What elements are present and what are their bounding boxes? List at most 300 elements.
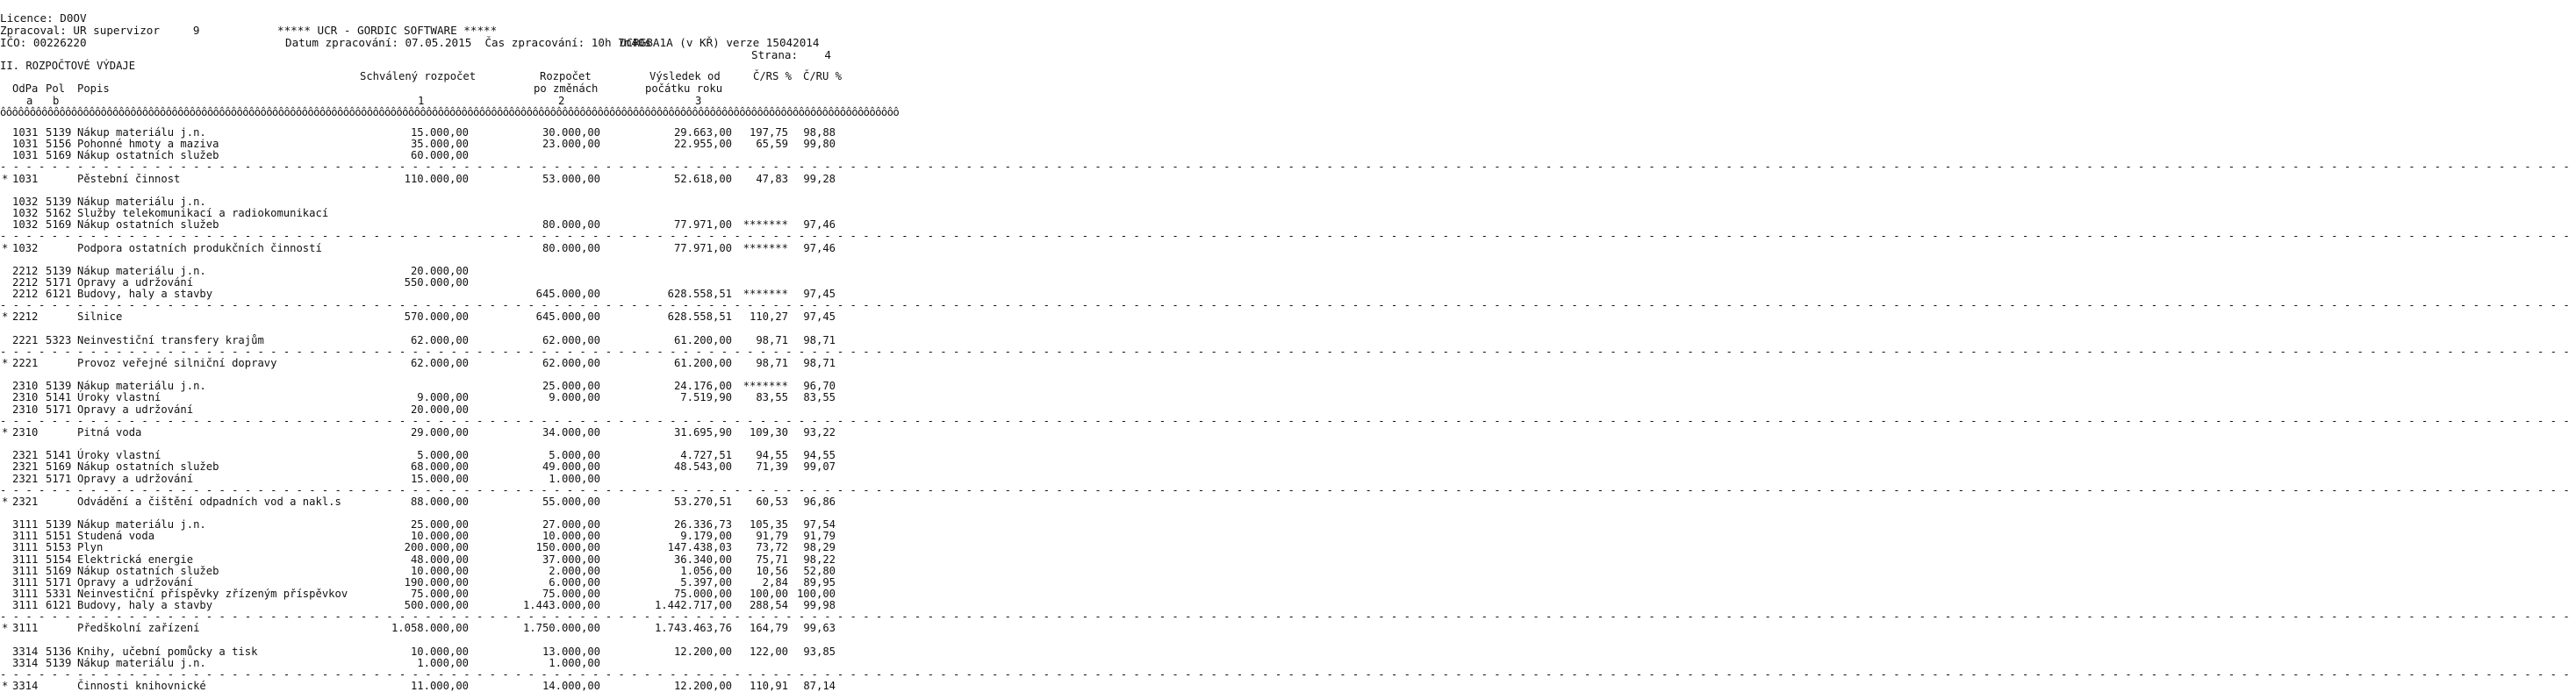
popis-cell: Budovy, haly a stavby	[77, 599, 213, 611]
upraveny-cell: 62.000,00	[542, 334, 600, 346]
vysledek-cell: 9.179,00	[680, 530, 732, 542]
odpa-cell: 2310	[12, 403, 39, 416]
odpa-cell: 1032	[12, 242, 39, 254]
vysledek-cell: 4.727,51	[680, 449, 732, 461]
program-version: UCRGBA1A (v KŘ) verze 15042014	[620, 36, 820, 49]
dashed-separator: - - - - - - - - - - - - - - - - - - - - - - - - - - - - - - - - - - - - - - - - - - - - - - - - - - - - - - - - - - - - - - - - - - - - - - - - - - - - - - - - - - - - - - - - - - - - - - - - - - - - - - - - - - - - - - - - - - - - - - - - - - - - - - - - - - - - - - - - - - - - - - - - - - - - - - - - - - - - - - - - - - - - - - - - - - - - - - - - - - - - - - - - - - - - - - - - - - - - - - - -	[0, 610, 2576, 623]
popis-cell: Knihy, učební pomůcky a tisk	[77, 646, 258, 658]
pol-cell: 5171	[46, 473, 72, 485]
pol-cell: 5151	[46, 530, 72, 542]
table-row	[0, 218, 843, 231]
vysledek-cell: 1.442.717,00	[654, 599, 732, 611]
subtotal-row	[0, 622, 843, 634]
pct-rs-cell: 164,79	[749, 622, 788, 634]
pct-ru-cell: 89,95	[803, 576, 836, 589]
upraveny-cell: 27.000,00	[542, 518, 600, 531]
popis-cell: Činnosti knihovnické	[77, 680, 206, 692]
upraveny-cell: 13.000,00	[542, 646, 600, 658]
upraveny-cell: 34.000,00	[542, 426, 600, 439]
pct-ru-cell: 99,98	[803, 599, 836, 611]
upraveny-cell: 25.000,00	[542, 380, 600, 392]
table-row	[0, 149, 843, 161]
odpa-cell: 2321	[12, 496, 39, 508]
table-row	[0, 657, 843, 669]
popis-cell: Budovy, haly a stavby	[77, 288, 213, 300]
col-upraveny-l1: Rozpočet	[540, 70, 592, 82]
table-row	[0, 449, 843, 461]
pct-ru-cell: 96,70	[803, 380, 836, 392]
subtotal-row	[0, 310, 843, 323]
upraveny-cell: 30.000,00	[542, 126, 600, 139]
pct-rs-cell: 109,30	[749, 426, 788, 439]
pol-cell: 5141	[46, 449, 72, 461]
upraveny-cell: 53.000,00	[542, 173, 600, 185]
vysledek-cell: 628.558,51	[667, 288, 732, 300]
col-vysledek-l1: Výsledek od	[649, 70, 721, 82]
odpa-cell: 1031	[12, 173, 39, 185]
dashed-separator: - - - - - - - - - - - - - - - - - - - - - - - - - - - - - - - - - - - - - - - - - - - - - - - - - - - - - - - - - - - - - - - - - - - - - - - - - - - - - - - - - - - - - - - - - - - - - - - - - - - - - - - - - - - - - - - - - - - - - - - - - - - - - - - - - - - - - - - - - - - - - - - - - - - - - - - - - - - - - - - - - - - - - - - - - - - - - - - - - - - - - - - - - - - - - - - - - - - - - - - -	[0, 230, 2576, 242]
schvaleny-cell: 570.000,00	[404, 310, 469, 323]
odpa-cell: 2221	[12, 357, 39, 369]
vysledek-cell: 12.200,00	[673, 646, 732, 658]
popis-cell: Opravy a udržování	[77, 576, 194, 589]
schvaleny-cell: 1.000,00	[417, 657, 469, 669]
pol-cell: 5139	[46, 380, 72, 392]
popis-cell: Nákup ostatních služeb	[77, 149, 219, 161]
popis-cell: Nákup materiálu j.n.	[77, 196, 206, 208]
table-row	[0, 576, 843, 589]
vysledek-cell: 24.176,00	[673, 380, 732, 392]
upraveny-cell: 37.000,00	[542, 553, 600, 566]
subtotal-marker: *	[2, 680, 9, 692]
vysledek-cell: 61.200,00	[673, 357, 732, 369]
popis-cell: Nákup ostatních služeb	[77, 565, 219, 577]
popis-cell: Neinvestiční transfery krajům	[77, 334, 264, 346]
pct-ru-cell: 98,22	[803, 553, 836, 566]
pol-cell: 6121	[46, 599, 72, 611]
odpa-cell: 2321	[12, 473, 39, 485]
vysledek-cell: 77.971,00	[673, 218, 732, 231]
upraveny-cell: 5.000,00	[549, 449, 600, 461]
popis-cell: Nákup materiálu j.n.	[77, 657, 206, 669]
vysledek-cell: 1.056,00	[680, 565, 732, 577]
processed-by: Zpracoval: UR supervizor 9	[0, 24, 200, 37]
table-row	[0, 588, 843, 600]
odpa-cell: 2212	[12, 265, 39, 277]
popis-cell: Pěstební činnost	[77, 173, 181, 185]
subtotal-marker: *	[2, 622, 9, 634]
vysledek-cell: 26.336,73	[673, 518, 732, 531]
upraveny-cell: 2.000,00	[549, 565, 600, 577]
pol-cell: 5139	[46, 265, 72, 277]
col-vysledek-l2: počátku roku	[645, 82, 723, 95]
odpa-cell: 1031	[12, 149, 39, 161]
vysledek-cell: 12.200,00	[673, 680, 732, 692]
odpa-cell: 3314	[12, 646, 39, 658]
odpa-cell: 3314	[12, 657, 39, 669]
schvaleny-cell: 29.000,00	[410, 426, 469, 439]
table-row	[0, 196, 843, 208]
table-row	[0, 473, 843, 485]
upraveny-cell: 1.443.000,00	[522, 599, 600, 611]
table-row	[0, 530, 843, 542]
upraveny-cell: 150.000,00	[535, 541, 600, 553]
pol-cell: 5162	[46, 207, 72, 219]
pct-rs-cell: 83,55	[756, 391, 788, 403]
col-odpa: OdPa	[12, 82, 39, 95]
odpa-cell: 2310	[12, 380, 39, 392]
table-row	[0, 565, 843, 577]
pct-ru-cell: 97,45	[803, 288, 836, 300]
pol-cell: 5141	[46, 391, 72, 403]
pol-cell: 6121	[46, 288, 72, 300]
schvaleny-cell: 48.000,00	[410, 553, 469, 566]
odpa-cell: 2212	[12, 310, 39, 323]
pct-ru-cell: 98,71	[803, 357, 836, 369]
schvaleny-cell: 68.000,00	[410, 460, 469, 473]
subtotal-marker: *	[2, 310, 9, 323]
pol-cell: 5171	[46, 576, 72, 589]
pct-ru-cell: 98,71	[803, 334, 836, 346]
pct-ru-cell: 99,07	[803, 460, 836, 473]
upraveny-cell: 75.000,00	[542, 588, 600, 600]
col-num-2: 2	[558, 95, 565, 107]
pct-rs-cell: 122,00	[749, 646, 788, 658]
odpa-cell: 2321	[12, 449, 39, 461]
popis-cell: Opravy a udržování	[77, 276, 194, 289]
schvaleny-cell: 88.000,00	[410, 496, 469, 508]
odpa-cell: 2212	[12, 276, 39, 289]
pct-ru-cell: 93,85	[803, 646, 836, 658]
popis-cell: Předškolní zařízení	[77, 622, 200, 634]
pct-ru-cell: 93,22	[803, 426, 836, 439]
schvaleny-cell: 35.000,00	[410, 138, 469, 150]
pct-rs-cell: 60,53	[756, 496, 788, 508]
pct-rs-cell: *******	[743, 242, 788, 254]
schvaleny-cell: 500.000,00	[404, 599, 469, 611]
pct-rs-cell: 197,75	[749, 126, 788, 139]
popis-cell: Služby telekomunikací a radiokomunikací	[77, 207, 329, 219]
pct-ru-cell: 87,14	[803, 680, 836, 692]
popis-cell: Nákup materiálu j.n.	[77, 518, 206, 531]
odpa-cell: 3111	[12, 553, 39, 566]
odpa-cell: 1031	[12, 126, 39, 139]
pct-rs-cell: 110,27	[749, 310, 788, 323]
odpa-cell: 3111	[12, 518, 39, 531]
popis-cell: Plyn	[77, 541, 104, 553]
dashed-separator: - - - - - - - - - - - - - - - - - - - - - - - - - - - - - - - - - - - - - - - - - - - - - - - - - - - - - - - - - - - - - - - - - - - - - - - - - - - - - - - - - - - - - - - - - - - - - - - - - - - - - - - - - - - - - - - - - - - - - - - - - - - - - - - - - - - - - - - - - - - - - - - - - - - - - - - - - - - - - - - - - - - - - - - - - - - - - - - - - - - - - - - - - - - - - - - - - - - - - - - -	[0, 299, 2576, 311]
pct-ru-cell: 97,46	[803, 218, 836, 231]
upraveny-cell: 62.000,00	[542, 357, 600, 369]
pct-rs-cell: 65,59	[756, 138, 788, 150]
pct-rs-cell: 73,72	[756, 541, 788, 553]
ico-line	[0, 25, 87, 49]
odpa-cell: 3111	[12, 565, 39, 577]
table-row	[0, 460, 843, 473]
upraveny-cell: 80.000,00	[542, 242, 600, 254]
upraveny-cell: 9.000,00	[549, 391, 600, 403]
pct-ru-cell: 99,80	[803, 138, 836, 150]
schvaleny-cell: 62.000,00	[410, 357, 469, 369]
popis-cell: Opravy a udržování	[77, 473, 194, 485]
schvaleny-cell: 75.000,00	[410, 588, 469, 600]
vysledek-cell: 48.543,00	[673, 460, 732, 473]
popis-cell: Silnice	[77, 310, 123, 323]
upraveny-cell: 10.000,00	[542, 530, 600, 542]
schvaleny-cell: 15.000,00	[410, 126, 469, 139]
upraveny-cell: 23.000,00	[542, 138, 600, 150]
table-row	[0, 403, 843, 416]
table-row	[0, 380, 843, 392]
popis-cell: Nákup materiálu j.n.	[77, 380, 206, 392]
upraveny-cell: 55.000,00	[542, 496, 600, 508]
odpa-cell: 3111	[12, 541, 39, 553]
schvaleny-cell: 550.000,00	[404, 276, 469, 289]
vysledek-cell: 29.663,00	[673, 126, 732, 139]
pct-rs-cell: 2,84	[762, 576, 788, 589]
popis-cell: Pitná voda	[77, 426, 142, 439]
vysledek-cell: 53.270,51	[673, 496, 732, 508]
popis-cell: Podpora ostatních produkčních činností	[77, 242, 322, 254]
odpa-cell: 3314	[12, 680, 39, 692]
pct-ru-cell: 94,55	[803, 449, 836, 461]
subtotal-row	[0, 496, 843, 508]
col-b: b	[53, 95, 60, 107]
vysledek-cell: 5.397,00	[680, 576, 732, 589]
odpa-cell: 2310	[12, 391, 39, 403]
schvaleny-cell: 5.000,00	[417, 449, 469, 461]
license-label: Licence: D0OV	[0, 11, 87, 25]
pct-ru-cell: 99,63	[803, 622, 836, 634]
pct-ru-cell: 98,29	[803, 541, 836, 553]
dashed-separator: - - - - - - - - - - - - - - - - - - - - - - - - - - - - - - - - - - - - - - - - - - - - - - - - - - - - - - - - - - - - - - - - - - - - - - - - - - - - - - - - - - - - - - - - - - - - - - - - - - - - - - - - - - - - - - - - - - - - - - - - - - - - - - - - - - - - - - - - - - - - - - - - - - - - - - - - - - - - - - - - - - - - - - - - - - - - - - - - - - - - - - - - - - - - - - - - - - - - - - - -	[0, 161, 2576, 173]
subtotal-marker: *	[2, 242, 9, 254]
vysledek-cell: 75.000,00	[673, 588, 732, 600]
schvaleny-cell: 190.000,00	[404, 576, 469, 589]
table-row	[0, 276, 843, 289]
subtotal-row	[0, 242, 843, 254]
vysledek-cell: 628.558,51	[667, 310, 732, 323]
table-row	[0, 334, 843, 346]
schvaleny-cell: 1.058.000,00	[391, 622, 469, 634]
col-pol: Pol	[46, 82, 66, 95]
pct-ru-cell: 83,55	[803, 391, 836, 403]
schvaleny-cell: 15.000,00	[410, 473, 469, 485]
subtotal-marker: *	[2, 357, 9, 369]
schvaleny-cell: 20.000,00	[410, 403, 469, 416]
vysledek-cell: 147.438,03	[667, 541, 732, 553]
schvaleny-cell: 60.000,00	[410, 149, 469, 161]
popis-cell: Odvádění a čištění odpadních vod a nakl.s	[77, 496, 341, 508]
popis-cell: Úroky vlastní	[77, 391, 161, 403]
vysledek-cell: 1.743.463,76	[654, 622, 732, 634]
pct-rs-cell: 91,79	[756, 530, 788, 542]
vysledek-cell: 36.340,00	[673, 553, 732, 566]
schvaleny-cell: 9.000,00	[417, 391, 469, 403]
upraveny-cell: 6.000,00	[549, 576, 600, 589]
pct-ru-cell: 99,28	[803, 173, 836, 185]
software-banner: ***** UCR - GORDIC SOFTWARE *****	[277, 24, 498, 37]
popis-cell: Úroky vlastní	[77, 449, 161, 461]
pct-rs-cell: 75,71	[756, 553, 788, 566]
pct-rs-cell: *******	[743, 380, 788, 392]
pct-ru-cell: 100,00	[796, 588, 836, 600]
pol-cell: 5331	[46, 588, 72, 600]
upraveny-cell: 645.000,00	[535, 310, 600, 323]
vysledek-cell: 22.955,00	[673, 138, 732, 150]
pct-ru-cell: 52,80	[803, 565, 836, 577]
table-row	[0, 391, 843, 403]
pol-cell: 5136	[46, 646, 72, 658]
popis-cell: Nákup materiálu j.n.	[77, 265, 206, 277]
odpa-cell: 3111	[12, 576, 39, 589]
pol-cell: 5323	[46, 334, 72, 346]
col-pct-rs: Č/RS %	[753, 70, 793, 82]
pct-rs-cell: 105,35	[749, 518, 788, 531]
pol-cell: 5139	[46, 196, 72, 208]
schvaleny-cell: 25.000,00	[410, 518, 469, 531]
popis-cell: Elektrická energie	[77, 553, 194, 566]
pol-cell: 5153	[46, 541, 72, 553]
pct-rs-cell: 71,39	[756, 460, 788, 473]
col-popis: Popis	[77, 82, 110, 95]
dashed-separator: - - - - - - - - - - - - - - - - - - - - - - - - - - - - - - - - - - - - - - - - - - - - - - - - - - - - - - - - - - - - - - - - - - - - - - - - - - - - - - - - - - - - - - - - - - - - - - - - - - - - - - - - - - - - - - - - - - - - - - - - - - - - - - - - - - - - - - - - - - - - - - - - - - - - - - - - - - - - - - - - - - - - - - - - - - - - - - - - - - - - - - - - - - - - - - - - - - - - - - - -	[0, 346, 2576, 358]
pct-ru-cell: 97,46	[803, 242, 836, 254]
col-schvaleny: Schválený rozpočet	[360, 70, 477, 82]
subtotal-marker: *	[2, 173, 9, 185]
pct-rs-cell: 10,56	[756, 565, 788, 577]
pol-cell: 5171	[46, 403, 72, 416]
popis-cell: Opravy a udržování	[77, 403, 194, 416]
popis-cell: Nákup materiálu j.n.	[77, 126, 206, 139]
upraveny-cell: 1.000,00	[549, 657, 600, 669]
odpa-cell: 3111	[12, 622, 39, 634]
pct-rs-cell: 47,83	[756, 173, 788, 185]
pol-cell: 5169	[46, 460, 72, 473]
odpa-cell: 1031	[12, 138, 39, 150]
schvaleny-cell: 110.000,00	[404, 173, 469, 185]
pct-rs-cell: 100,00	[749, 588, 788, 600]
table-row	[0, 518, 843, 531]
popis-cell: Nákup ostatních služeb	[77, 218, 219, 231]
pct-rs-cell: 98,71	[756, 357, 788, 369]
upraveny-cell: 645.000,00	[535, 288, 600, 300]
odpa-cell: 3111	[12, 530, 39, 542]
subtotal-row	[0, 426, 843, 439]
table-row	[0, 126, 843, 139]
odpa-cell: 2310	[12, 426, 39, 439]
pct-rs-cell: 98,71	[756, 334, 788, 346]
schvaleny-cell: 11.000,00	[410, 680, 469, 692]
pol-cell: 5139	[46, 657, 72, 669]
odpa-cell: 1032	[12, 207, 39, 219]
pol-cell: 5154	[46, 553, 72, 566]
dashed-separator: - - - - - - - - - - - - - - - - - - - - - - - - - - - - - - - - - - - - - - - - - - - - - - - - - - - - - - - - - - - - - - - - - - - - - - - - - - - - - - - - - - - - - - - - - - - - - - - - - - - - - - - - - - - - - - - - - - - - - - - - - - - - - - - - - - - - - - - - - - - - - - - - - - - - - - - - - - - - - - - - - - - - - - - - - - - - - - - - - - - - - - - - - - - - - - - - - - - - - - - -	[0, 668, 2576, 681]
upraveny-cell: 1.750.000,00	[522, 622, 600, 634]
pct-ru-cell: 98,88	[803, 126, 836, 139]
upraveny-cell: 1.000,00	[549, 473, 600, 485]
odpa-cell: 1032	[12, 196, 39, 208]
pol-cell: 5139	[46, 518, 72, 531]
vysledek-cell: 77.971,00	[673, 242, 732, 254]
pct-rs-cell: *******	[743, 218, 788, 231]
pol-cell: 5169	[46, 565, 72, 577]
pct-ru-cell: 97,54	[803, 518, 836, 531]
pct-rs-cell: 94,55	[756, 449, 788, 461]
ico-value: IČO: 00226220	[0, 36, 87, 49]
upraveny-cell: 49.000,00	[542, 460, 600, 473]
schvaleny-cell: 10.000,00	[410, 530, 469, 542]
col-num-1: 1	[418, 95, 425, 107]
schvaleny-cell: 20.000,00	[410, 265, 469, 277]
schvaleny-cell: 62.000,00	[410, 334, 469, 346]
subtotal-marker: *	[2, 496, 9, 508]
table-row	[0, 646, 843, 658]
popis-cell: Provoz veřejné silniční dopravy	[77, 357, 277, 369]
odpa-cell: 2221	[12, 334, 39, 346]
table-row	[0, 288, 843, 300]
table-row	[0, 599, 843, 611]
upraveny-cell: 14.000,00	[542, 680, 600, 692]
subtotal-marker: *	[2, 426, 9, 439]
subtotal-row	[0, 680, 843, 692]
table-row	[0, 553, 843, 566]
table-row	[0, 541, 843, 553]
pct-rs-cell: 288,54	[749, 599, 788, 611]
pct-rs-cell: *******	[743, 288, 788, 300]
schvaleny-cell: 200.000,00	[404, 541, 469, 553]
col-num-3: 3	[695, 95, 702, 107]
schvaleny-cell: 10.000,00	[410, 565, 469, 577]
popis-cell: Neinvestiční příspěvky zřízeným příspěvkov	[77, 588, 348, 600]
popis-cell: Studená voda	[77, 530, 155, 542]
pct-ru-cell: 96,86	[803, 496, 836, 508]
table-row	[0, 138, 843, 150]
odpa-cell: 2321	[12, 460, 39, 473]
table-row	[0, 207, 843, 219]
upraveny-cell: 80.000,00	[542, 218, 600, 231]
popis-cell: Nákup ostatních služeb	[77, 460, 219, 473]
odpa-cell: 2212	[12, 288, 39, 300]
schvaleny-cell: 10.000,00	[410, 646, 469, 658]
header-separator: ôôôôôôôôôôôôôôôôôôôôôôôôôôôôôôôôôôôôôôôôôôôôôôôôôôôôôôôôôôôôôôôôôôôôôôôôôôôôôôôôôôôôôôôôôôôôôôôôôôôôôôôôôôôôôôôôôôôôôôôôôôôôôôôôôôôôôôôôôôôôôôôôôôôôôôôô	[0, 106, 900, 118]
pol-cell: 5156	[46, 138, 72, 150]
vysledek-cell: 7.519,90	[680, 391, 732, 403]
vysledek-cell: 52.618,00	[673, 173, 732, 185]
vysledek-cell: 31.695,90	[673, 426, 732, 439]
col-a: a	[26, 95, 33, 107]
dashed-separator: - - - - - - - - - - - - - - - - - - - - - - - - - - - - - - - - - - - - - - - - - - - - - - - - - - - - - - - - - - - - - - - - - - - - - - - - - - - - - - - - - - - - - - - - - - - - - - - - - - - - - - - - - - - - - - - - - - - - - - - - - - - - - - - - - - - - - - - - - - - - - - - - - - - - - - - - - - - - - - - - - - - - - - - - - - - - - - - - - - - - - - - - - - - - - - - - - - - - - - - -	[0, 415, 2576, 427]
page-number: Strana: 4	[751, 48, 831, 61]
processing-date-time: Datum zpracování: 07.05.2015 Čas zpracování: 10h 7m40s	[285, 36, 652, 49]
vysledek-cell: 61.200,00	[673, 334, 732, 346]
odpa-cell: 1032	[12, 218, 39, 231]
subtotal-row	[0, 357, 843, 369]
pct-ru-cell: 91,79	[803, 530, 836, 542]
pol-cell: 5139	[46, 126, 72, 139]
table-row	[0, 265, 843, 277]
pct-rs-cell: 110,91	[749, 680, 788, 692]
pol-cell: 5171	[46, 276, 72, 289]
dashed-separator: - - - - - - - - - - - - - - - - - - - - - - - - - - - - - - - - - - - - - - - - - - - - - - - - - - - - - - - - - - - - - - - - - - - - - - - - - - - - - - - - - - - - - - - - - - - - - - - - - - - - - - - - - - - - - - - - - - - - - - - - - - - - - - - - - - - - - - - - - - - - - - - - - - - - - - - - - - - - - - - - - - - - - - - - - - - - - - - - - - - - - - - - - - - - - - - - - - - - - - - -	[0, 484, 2576, 496]
pol-cell: 5169	[46, 218, 72, 231]
popis-cell: Pohonné hmoty a maziva	[77, 138, 219, 150]
section-title: II. ROZPOČTOVÉ VÝDAJE	[0, 60, 136, 72]
col-pct-ru: Č/RU %	[803, 70, 843, 82]
subtotal-row	[0, 173, 843, 185]
pct-ru-cell: 97,45	[803, 310, 836, 323]
odpa-cell: 3111	[12, 588, 39, 600]
